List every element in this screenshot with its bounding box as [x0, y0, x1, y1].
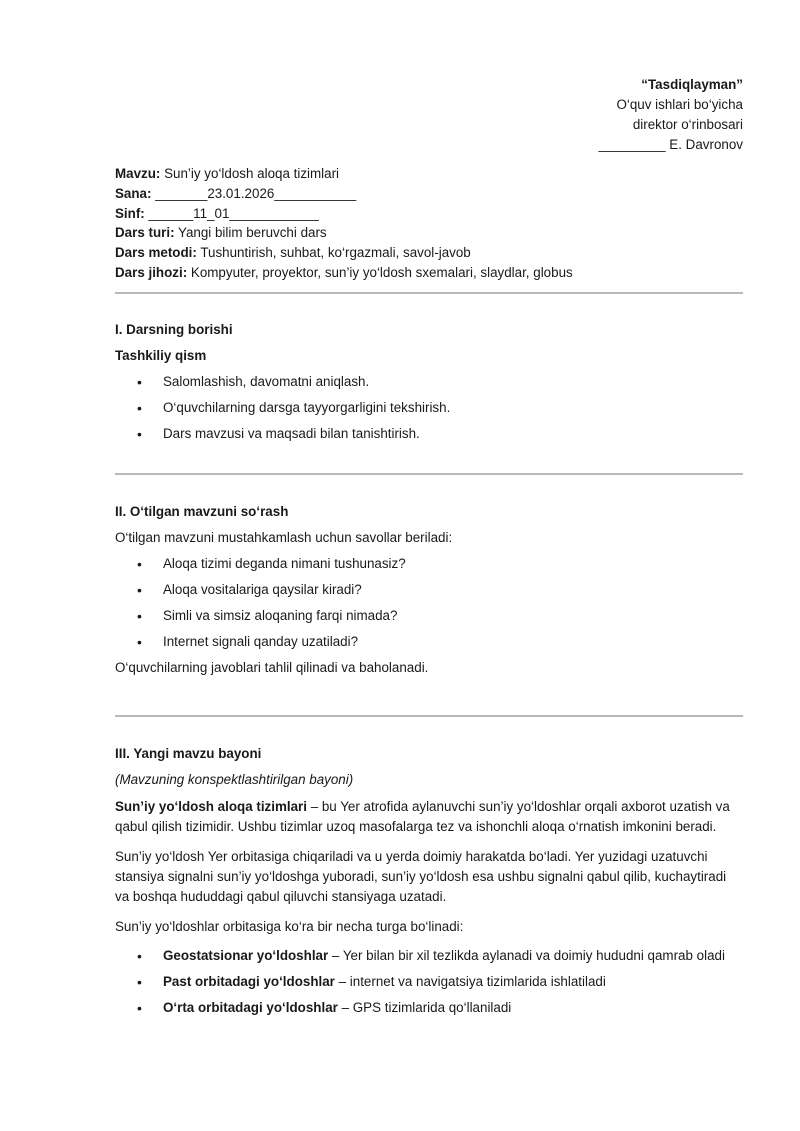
divider: [115, 292, 743, 294]
section-3-note: (Mavzuning konspektlashtirilgan bayoni): [115, 772, 354, 787]
lesson-equipment-label: Dars jihozi:: [115, 264, 188, 280]
section-3: [115, 746, 743, 1015]
section-1: [115, 322, 743, 441]
orbit-type-description: – Yer bilan bir xil tezlikda aylanadi va doimiy hududni qamrab oladi: [328, 948, 725, 963]
lesson-type-label: Dars turi:: [115, 225, 175, 241]
list-item: [115, 948, 743, 963]
date-value: _______23.01.2026___________: [151, 185, 357, 201]
divider: [115, 473, 743, 475]
lesson-method-row: [115, 243, 743, 263]
orbit-type-name: O‘rta orbitadagi yo‘ldoshlar: [163, 1000, 338, 1015]
class-row: [115, 204, 743, 224]
approval-block: [599, 75, 743, 155]
divider: [115, 715, 743, 717]
list-item: • Salomlashish, davomatni aniqlash.: [115, 374, 743, 389]
section-1-heading: I. Darsning borishi: [115, 322, 233, 337]
section-2-heading: II. O‘tilgan mavzuni so‘rash: [115, 504, 289, 519]
list-item: [115, 974, 743, 989]
approval-title: “Tasdiqlayman”: [641, 77, 743, 92]
list-item: • Aloqa tizimi deganda nimani tushunasiz?: [115, 556, 743, 571]
orbit-type-description: – GPS tizimlarida qo‘llaniladi: [337, 1000, 512, 1015]
list-item: • O‘quvchilarning darsga tayyorgarligini tekshirish.: [115, 400, 743, 415]
section-2: [115, 504, 743, 675]
lesson-meta: [115, 164, 743, 283]
section-2-list: [115, 556, 743, 649]
orbit-type-name: Geostatsionar yo‘ldoshlar: [163, 948, 329, 963]
lesson-type-row: [115, 223, 743, 243]
section-1-subheading: Tashkiliy qism: [115, 348, 207, 363]
list-item: • Dars mavzusi va maqsadi bilan tanishtirish.: [115, 426, 743, 441]
approval-line-2: direktor o‘rinbosari: [632, 117, 743, 132]
lesson-method-label: Dars metodi:: [115, 245, 197, 261]
section-1-list: [115, 374, 743, 441]
section-3-paragraph-2: Sun’iy yo‘ldosh Yer orbitasiga chiqariladi va u yerda doimiy harakatda bo‘ladi. Yer yuzidagi uzatuvchi stansiya signalni sun’iy yo‘ldoshga yuboradi, sun’iy yo‘ldosh esa ushbu signalni qabul qilib, kuchaytiradi va boshqa hududdagi qabul qiluvchi stansiyaga uzatadi.: [115, 849, 727, 904]
topic-value: Sun’iy yo‘ldosh aloqa tizimlari: [160, 166, 340, 181]
approval-line-1: O‘quv ishlari bo‘yicha: [616, 97, 743, 112]
list-item: • Aloqa vositalariga qaysilar kiradi?: [115, 582, 743, 597]
section-3-heading: III. Yangi mavzu bayoni: [115, 746, 262, 761]
section-3-paragraph-3: Sun’iy yo‘ldoshlar orbitasiga ko‘ra bir necha turga bo‘linadi:: [115, 919, 464, 934]
section-2-intro: O‘tilgan mavzuni mustahkamlash uchun savollar beriladi:: [115, 530, 453, 545]
definition-term: Sun’iy yo‘ldosh aloqa tizimlari: [115, 799, 307, 814]
date-label: Sana:: [115, 185, 152, 201]
topic-label: Mavzu:: [115, 166, 161, 181]
orbit-type-name: Past orbitadagi yo‘ldoshlar: [163, 974, 335, 989]
definition-text: – bu Yer atrofida aylanuvchi sun’iy yo‘ldoshlar orqali axborot uzatish va qabul qilish tizimidir. Ushbu tizimlar uzoq masofalarga tez va ishonchli aloqa o‘rnatish imkonini beradi.: [115, 799, 730, 834]
lesson-method-value: Tushuntirish, suhbat, ko‘rgazmali, savol-javob: [196, 245, 471, 261]
lesson-equipment-value: Kompyuter, proyektor, sun’iy yo‘ldosh sxemalari, slaydlar, globus: [187, 264, 573, 280]
list-item: [115, 1000, 743, 1015]
lesson-equipment-row: [115, 263, 743, 283]
list-item: • Internet signali qanday uzatiladi?: [115, 634, 743, 649]
class-label: Sinf:: [115, 205, 145, 221]
class-value: ______11_01____________: [144, 205, 319, 221]
date-row: [115, 184, 743, 204]
topic-row: [115, 164, 743, 184]
approval-signature-line: _________ E. Davronov: [598, 137, 743, 152]
orbit-type-description: – internet va navigatsiya tizimlarida ishlatiladi: [334, 974, 606, 989]
lesson-type-value: Yangi bilim beruvchi dars: [174, 225, 327, 241]
list-item: • Simli va simsiz aloqaning farqi nimada?: [115, 608, 743, 623]
orbit-types-list: [115, 948, 743, 1015]
section-3-paragraph-1: [115, 797, 743, 837]
section-2-outro: O‘quvchilarning javoblari tahlil qilinadi va baholanadi.: [115, 660, 429, 675]
